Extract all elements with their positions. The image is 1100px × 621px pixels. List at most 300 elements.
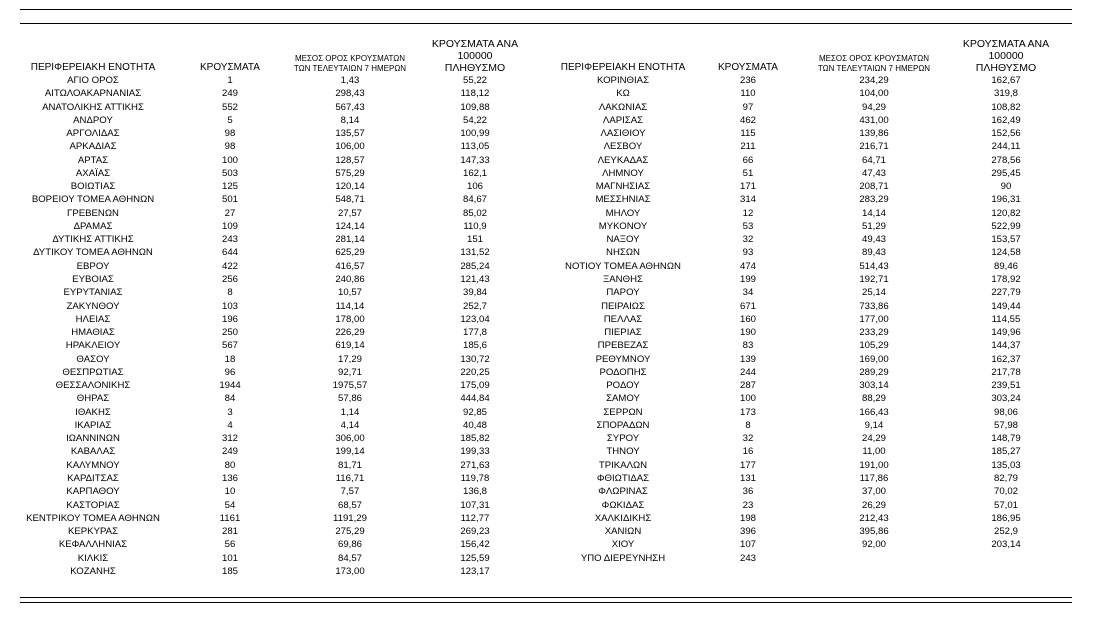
cell-cases: 462 — [739, 114, 756, 126]
cell-per100k: 92,85 — [462, 406, 487, 418]
cell-avg: 431,00 — [859, 114, 889, 126]
cell-avg: 283,29 — [859, 194, 889, 206]
cell-cases: 8 — [745, 419, 751, 431]
cell-per100k: 55,22 — [462, 75, 487, 86]
cell-avg: 68,57 — [337, 499, 362, 511]
cell-region: ΓΡΕΒΕΝΩΝ — [67, 207, 119, 219]
cell-region: ΞΑΝΘΗΣ — [603, 273, 643, 285]
cell-per100k: 82,79 — [993, 472, 1018, 484]
cell-avg: 57,86 — [337, 393, 362, 405]
cell-avg: 120,14 — [335, 181, 365, 193]
cell-cases: 98 — [224, 141, 236, 153]
cell-avg: 27,57 — [337, 207, 362, 219]
cell-region: ΛΕΥΚΑΔΑΣ — [597, 154, 649, 166]
cell-cases: 199 — [739, 273, 756, 285]
cell-region: ΘΕΣΠΡΩΤΙΑΣ — [62, 366, 124, 378]
cell-cases: 198 — [739, 512, 756, 524]
cell-per100k: 153,57 — [991, 234, 1021, 246]
header-avg-line2: ΤΩΝ ΤΕΛΕΥΤΑΙΩΝ 7 ΗΜΕΡΩΝ — [817, 64, 931, 73]
cell-region: ΜΥΚΟΝΟΥ — [598, 220, 648, 232]
cell-cases: 109 — [221, 220, 238, 232]
cell-cases: 136 — [221, 472, 238, 484]
cell-cases: 100 — [221, 154, 238, 166]
cell-avg: 24,29 — [861, 433, 886, 445]
header-per100k — [946, 38, 1066, 74]
cell-per100k: 100,99 — [460, 128, 490, 140]
cell-cases: 115 — [740, 128, 756, 140]
cell-per100k: 156,42 — [460, 539, 490, 551]
cell-cases: 27 — [224, 207, 236, 219]
cell-cases: 249 — [221, 88, 238, 100]
cell-per100k: 162,1 — [462, 167, 487, 179]
cell-region: ΚΟΡΙΝΘΙΑΣ — [596, 75, 650, 86]
cell-avg: 92,00 — [861, 539, 886, 551]
cell-cases: 644 — [221, 247, 238, 259]
cell-cases: 249 — [221, 446, 238, 458]
cell-cases: 501 — [221, 194, 238, 206]
cell-region: ΖΑΚΥΝΘΟΥ — [66, 300, 120, 312]
cell-region: ΑΡΤΑΣ — [77, 154, 109, 166]
cell-avg: 1,14 — [340, 406, 360, 418]
cell-cases: 23 — [742, 499, 754, 511]
cell-avg: 178,00 — [335, 313, 365, 325]
cell-region: ΣΥΡΟΥ — [606, 433, 640, 445]
cell-per100k: 175,09 — [460, 380, 490, 392]
cell-avg: 7,57 — [340, 486, 360, 498]
header-avg-line1: ΜΕΣΟΣ ΟΡΟΣ ΚΡΟΥΣΜΑΤΩΝ — [818, 54, 930, 63]
cell-region: ΚΙΛΚΙΣ — [77, 552, 109, 564]
cell-region: ΠΡΕΒΕΖΑΣ — [597, 340, 649, 352]
cell-cases: 107 — [739, 539, 756, 551]
cell-cases: 51 — [742, 167, 754, 179]
cell-avg: 11,00 — [862, 446, 886, 458]
cell-avg: 575,29 — [335, 167, 365, 179]
cell-per100k: 40,48 — [462, 419, 487, 431]
cell-region: ΚΑΡΔΙΤΣΑΣ — [67, 472, 119, 484]
cell-per100k: 522,99 — [991, 220, 1021, 232]
cell-avg: 26,29 — [861, 499, 886, 511]
cell-region: ΛΕΣΒΟΥ — [603, 141, 643, 153]
cell-region: ΕΥΒΟΙΑΣ — [72, 273, 114, 285]
cell-region: ΧΙΟΥ — [611, 539, 635, 551]
cell-region: ΑΝΑΤΟΛΙΚΗΣ ΑΤΤΙΚΗΣ — [42, 101, 144, 113]
cell-per100k: 121,43 — [460, 273, 490, 285]
cell-cases: 53 — [742, 220, 754, 232]
cell-per100k: 135,03 — [991, 459, 1021, 471]
cell-avg: 416,57 — [335, 260, 365, 272]
cell-region: ΚΑΣΤΟΡΙΑΣ — [66, 499, 120, 511]
cell-avg: 619,14 — [335, 340, 365, 352]
cell-per100k: 319,8 — [993, 88, 1018, 100]
header-avg — [290, 54, 410, 74]
cell-per100k: 144,37 — [991, 340, 1021, 352]
cell-avg: 84,57 — [337, 552, 362, 564]
cell-avg: 128,57 — [335, 154, 365, 166]
cell-region: ΑΓΙΟ ΟΡΟΣ — [67, 75, 119, 86]
cell-per100k: 130,72 — [460, 353, 490, 365]
cell-region: ΝΑΞΟΥ — [606, 234, 640, 246]
cell-per100k: 107,31 — [460, 499, 490, 511]
cell-region: ΕΥΡΥΤΑΝΙΑΣ — [63, 287, 123, 299]
cell-cases: 190 — [739, 327, 756, 339]
cell-cases: 1161 — [219, 512, 241, 524]
cell-region: ΜΗΛΟΥ — [605, 207, 641, 219]
cell-region: ΥΠΟ ΔΙΕΡΕΥΝΗΣΗ — [580, 552, 666, 564]
cell-region: ΚΑΒΑΛΑΣ — [70, 446, 116, 458]
cell-per100k: 57,01 — [993, 499, 1018, 511]
cell-cases: 110 — [740, 88, 756, 100]
cell-region: ΠΑΡΟΥ — [606, 287, 640, 299]
cell-avg: 240,86 — [335, 273, 365, 285]
cell-per100k: 148,79 — [991, 433, 1021, 445]
cell-per100k: 120,82 — [991, 207, 1021, 219]
cell-cases: 552 — [221, 101, 238, 113]
cell-region: ΚΕΦΑΛΛΗΝΙΑΣ — [58, 539, 128, 551]
cell-avg: 567,43 — [335, 101, 365, 113]
cell-avg: 1975,57 — [332, 380, 368, 392]
cell-per100k: 303,24 — [991, 393, 1021, 405]
cell-region: ΧΑΝΙΩΝ — [604, 526, 642, 538]
cell-avg: 135,57 — [335, 128, 365, 140]
cell-cases: 236 — [739, 75, 756, 86]
cell-per100k: 106 — [466, 181, 483, 193]
cell-region: ΚΟΖΑΝΗΣ — [70, 565, 116, 577]
cell-region: ΛΑΚΩΝΙΑΣ — [598, 101, 648, 113]
cell-avg: 69,86 — [337, 539, 362, 551]
cell-cases: 281 — [221, 526, 238, 538]
header-avg — [810, 54, 938, 74]
cell-per100k: 252,7 — [462, 300, 487, 312]
cell-cases: 1 — [227, 75, 233, 86]
cell-per100k: 112,77 — [460, 512, 490, 524]
cell-avg: 234,29 — [859, 75, 889, 86]
cell-per100k: 178,92 — [991, 273, 1021, 285]
cell-avg: 104,00 — [859, 88, 889, 100]
cell-per100k: 227,79 — [991, 287, 1021, 299]
cell-per100k: 196,31 — [991, 194, 1021, 206]
cell-cases: 177 — [739, 459, 756, 471]
cell-per100k: 269,23 — [460, 526, 490, 538]
cell-avg: 14,14 — [861, 207, 886, 219]
cell-avg: 116,71 — [335, 472, 365, 484]
cell-per100k: 199,33 — [460, 446, 490, 458]
cell-region: ΜΕΣΣΗΝΙΑΣ — [595, 194, 651, 206]
cell-region: ΠΕΛΛΑΣ — [603, 313, 643, 325]
cell-region: ΣΠΟΡΑΔΩΝ — [596, 419, 650, 431]
cell-region: ΒΟΙΩΤΙΑΣ — [70, 181, 116, 193]
cell-avg: 25,14 — [861, 287, 886, 299]
cell-cases: 287 — [739, 380, 756, 392]
cell-cases: 185 — [221, 565, 238, 577]
cell-avg: 117,86 — [859, 472, 889, 484]
cell-avg: 124,14 — [335, 220, 365, 232]
cell-per100k: 285,24 — [460, 260, 490, 272]
cell-cases: 8 — [227, 287, 233, 299]
cell-avg: 88,29 — [861, 393, 886, 405]
cell-per100k: 109,88 — [460, 101, 490, 113]
cell-avg: 17,29 — [337, 353, 362, 365]
cell-region: ΚΕΡΚΥΡΑΣ — [67, 526, 118, 538]
cell-per100k: 149,96 — [991, 327, 1021, 339]
cell-avg: 625,29 — [335, 247, 365, 259]
cell-region: ΛΑΡΙΣΑΣ — [602, 114, 644, 126]
cell-per100k: 136,8 — [462, 486, 487, 498]
cell-per100k: 131,52 — [460, 247, 490, 259]
cell-per100k: 177,8 — [462, 327, 487, 339]
cell-avg: 514,43 — [859, 260, 889, 272]
cell-avg: 173,00 — [335, 565, 365, 577]
cell-cases: 84 — [224, 393, 236, 405]
cell-cases: 12 — [742, 207, 754, 219]
cell-avg: 298,43 — [335, 88, 365, 100]
cell-region: ΤΡΙΚΑΛΩΝ — [598, 459, 648, 471]
cell-cases: 80 — [224, 459, 236, 471]
cell-per100k: 203,14 — [991, 539, 1021, 551]
cell-region: ΘΑΣΟΥ — [76, 353, 110, 365]
cell-cases: 66 — [742, 154, 754, 166]
cell-per100k: 98,06 — [993, 406, 1018, 418]
cell-avg: 303,14 — [859, 380, 889, 392]
cell-cases: 34 — [742, 287, 754, 299]
cell-region: ΗΛΕΙΑΣ — [75, 313, 111, 325]
cell-avg: 1,43 — [340, 75, 360, 86]
cell-avg: 49,43 — [861, 234, 886, 246]
cell-cases: 56 — [224, 539, 236, 551]
cell-cases: 83 — [742, 340, 754, 352]
cell-region: ΑΡΚΑΔΙΑΣ — [69, 141, 117, 153]
cell-per100k: 271,63 — [460, 459, 490, 471]
cell-cases: 396 — [739, 526, 756, 538]
cell-cases: 211 — [740, 141, 756, 153]
cell-region: ΡΟΔΟΠΗΣ — [599, 366, 647, 378]
cell-cases: 16 — [742, 446, 754, 458]
cell-region: ΦΩΚΙΔΑΣ — [601, 499, 645, 511]
cell-per100k: 185,27 — [991, 446, 1021, 458]
cell-region: ΗΜΑΘΙΑΣ — [71, 327, 115, 339]
cell-cases: 54 — [224, 499, 236, 511]
cell-avg: 281,14 — [335, 234, 365, 246]
cell-per100k: 89,46 — [993, 260, 1018, 272]
header-per100k-line1: ΚΡΟΥΣΜΑΤΑ ΑΝΑ 100000 — [962, 38, 1050, 62]
cell-avg: 199,14 — [335, 446, 365, 458]
cell-cases: 5 — [227, 114, 233, 126]
cell-region: ΙΚΑΡΙΑΣ — [74, 419, 112, 431]
cell-per100k: 162,37 — [991, 353, 1021, 365]
cell-cases: 3 — [227, 406, 233, 418]
cell-per100k: 108,82 — [991, 101, 1021, 113]
header-per100k — [420, 38, 530, 74]
header-per100k-line2: ΠΛΗΘΥΣΜΟ — [444, 62, 506, 74]
cell-avg: 94,29 — [861, 101, 886, 113]
cell-cases: 171 — [739, 181, 756, 193]
cell-cases: 32 — [742, 433, 754, 445]
cell-avg: 1191,29 — [333, 512, 367, 524]
cell-avg: 105,29 — [859, 340, 889, 352]
cell-region: ΙΩΑΝΝΙΝΩΝ — [66, 433, 120, 445]
cell-region: ΘΗΡΑΣ — [76, 393, 110, 405]
bottom-rule-second — [20, 602, 1072, 603]
cell-avg: 4,14 — [340, 419, 360, 431]
cell-cases: 36 — [742, 486, 754, 498]
cell-avg: 9,14 — [864, 419, 884, 431]
cell-region: ΑΧΑΪΑΣ — [75, 167, 111, 179]
cell-cases: 173 — [739, 406, 756, 418]
cell-region: ΡΕΘΥΜΝΟΥ — [595, 353, 651, 365]
cell-per100k: 162,67 — [991, 75, 1021, 86]
header-region: ΠΕΡΙΦΕΡΕΙΑΚΗ ΕΝΟΤΗΤΑ — [30, 62, 156, 73]
cell-avg: 169,00 — [859, 353, 889, 365]
cell-per100k: 113,05 — [460, 141, 490, 153]
cell-per100k: 90 — [1000, 181, 1012, 193]
header-region: ΠΕΡΙΦΕΡΕΙΑΚΗ ΕΝΟΤΗΤΑ — [560, 62, 686, 73]
cell-per100k: 152,56 — [991, 128, 1021, 140]
cell-per100k: 84,67 — [462, 194, 487, 206]
cell-per100k: 119,78 — [460, 472, 490, 484]
cell-region: ΑΙΤΩΛΟΑΚΑΡΝΑΝΙΑΣ — [44, 88, 142, 100]
cell-region: ΛΑΣΙΘΙΟΥ — [600, 128, 646, 140]
cell-cases: 93 — [742, 247, 754, 259]
cell-region: ΡΟΔΟΥ — [606, 380, 640, 392]
cell-cases: 1944 — [219, 380, 241, 392]
top-rule — [20, 9, 1072, 10]
cell-avg: 8,14 — [340, 114, 360, 126]
cell-per100k: 186,95 — [991, 512, 1021, 524]
cell-cases: 474 — [739, 260, 756, 272]
cell-avg: 177,00 — [859, 313, 889, 325]
cell-region: ΦΛΩΡΙΝΑΣ — [598, 486, 648, 498]
cell-region: ΣΕΡΡΩΝ — [603, 406, 643, 418]
cell-avg: 208,71 — [859, 181, 889, 193]
cell-avg: 733,86 — [859, 300, 889, 312]
header-cases: ΚΡΟΥΣΜΑΤΑ — [718, 62, 778, 73]
cell-cases: 4 — [227, 419, 233, 431]
header-avg-line2: ΤΩΝ ΤΕΛΕΥΤΑΙΩΝ 7 ΗΜΕΡΩΝ — [293, 64, 407, 73]
cell-region: ΕΒΡΟΥ — [76, 260, 110, 272]
cell-cases: 32 — [742, 234, 754, 246]
cell-cases: 160 — [739, 313, 756, 325]
cell-per100k: 151 — [466, 234, 483, 246]
header-per100k-line1: ΚΡΟΥΣΜΑΤΑ ΑΝΑ 100000 — [431, 38, 519, 62]
top-rule-second — [20, 23, 1072, 24]
cell-avg: 89,43 — [861, 247, 886, 259]
cell-avg: 10,57 — [337, 287, 362, 299]
cell-region: ΤΗΝΟΥ — [606, 446, 640, 458]
cell-avg: 226,29 — [335, 327, 365, 339]
cell-region: ΒΟΡΕΙΟΥ ΤΟΜΕΑ ΑΘΗΝΩΝ — [31, 194, 155, 206]
cell-per100k: 185,6 — [462, 340, 487, 352]
cell-avg: 81,71 — [337, 459, 362, 471]
cell-cases: 101 — [221, 552, 238, 564]
cell-avg: 139,86 — [859, 128, 889, 140]
cell-avg: 47,43 — [861, 167, 886, 179]
cell-cases: 314 — [739, 194, 756, 206]
cell-per100k: 295,45 — [991, 167, 1021, 179]
cell-cases: 97 — [742, 101, 754, 113]
cell-region: ΠΕΙΡΑΙΩΣ — [601, 300, 645, 312]
cell-per100k: 123,17 — [460, 565, 490, 577]
cell-avg: 106,00 — [335, 141, 365, 153]
cell-per100k: 39,84 — [462, 287, 487, 299]
cell-region: ΝΗΣΩΝ — [606, 247, 640, 259]
cell-cases: 250 — [221, 327, 238, 339]
cell-region: ΜΑΓΝΗΣΙΑΣ — [595, 181, 651, 193]
cell-avg: 191,00 — [859, 459, 889, 471]
cell-avg: 166,43 — [859, 406, 889, 418]
header-per100k-line2: ΠΛΗΘΥΣΜΟ — [975, 62, 1037, 74]
cell-avg: 212,43 — [859, 512, 889, 524]
cell-avg: 233,29 — [859, 327, 889, 339]
cell-per100k: 220,25 — [460, 366, 490, 378]
cell-per100k: 185,82 — [460, 433, 490, 445]
cell-per100k: 217,78 — [991, 366, 1021, 378]
cell-cases: 100 — [739, 393, 756, 405]
cell-region: ΘΕΣΣΑΛΟΝΙΚΗΣ — [55, 380, 131, 392]
cell-avg: 114,14 — [335, 300, 365, 312]
cell-per100k: 239,51 — [991, 380, 1021, 392]
cell-region: ΧΑΛΚΙΔΙΚΗΣ — [594, 512, 652, 524]
cell-per100k: 162,49 — [991, 114, 1021, 126]
cell-per100k: 278,56 — [991, 154, 1021, 166]
cell-avg: 216,71 — [859, 141, 889, 153]
cell-per100k: 70,02 — [993, 486, 1018, 498]
cell-avg: 548,71 — [335, 194, 365, 206]
cell-per100k: 123,04 — [460, 313, 490, 325]
bottom-rule — [20, 597, 1072, 598]
cell-avg: 92,71 — [337, 366, 362, 378]
cell-cases: 422 — [221, 260, 238, 272]
cell-avg: 395,86 — [859, 526, 889, 538]
header-avg-line1: ΜΕΣΟΣ ΟΡΟΣ ΚΡΟΥΣΜΑΤΩΝ — [294, 54, 406, 63]
cell-region: ΛΗΜΝΟΥ — [602, 167, 644, 179]
cell-per100k: 85,02 — [462, 207, 487, 219]
cell-per100k: 147,33 — [460, 154, 490, 166]
cell-per100k: 244,11 — [991, 141, 1021, 153]
cell-region: ΠΙΕΡΙΑΣ — [604, 327, 642, 339]
cell-cases: 256 — [221, 273, 238, 285]
cell-region: ΚΑΡΠΑΘΟΥ — [66, 486, 120, 498]
cell-avg: 306,00 — [335, 433, 365, 445]
cell-per100k: 57,98 — [993, 419, 1018, 431]
cell-avg: 51,29 — [861, 220, 886, 232]
cell-cases: 98 — [224, 128, 236, 140]
cell-per100k: 444,84 — [460, 393, 490, 405]
cell-avg: 192,71 — [859, 273, 889, 285]
cell-cases: 312 — [221, 433, 238, 445]
cell-cases: 18 — [224, 353, 236, 365]
cell-cases: 139 — [739, 353, 756, 365]
cell-per100k: 118,12 — [460, 88, 490, 100]
cell-per100k: 149,44 — [991, 300, 1021, 312]
cell-region: ΗΡΑΚΛΕΙΟΥ — [65, 340, 121, 352]
cell-region: ΚΕΝΤΡΙΚΟΥ ΤΟΜΕΑ ΑΘΗΝΩΝ — [26, 512, 160, 524]
cell-per100k: 110,9 — [463, 220, 487, 232]
cell-per100k: 252,9 — [993, 526, 1018, 538]
cell-region: ΚΑΛΥΜΝΟΥ — [66, 459, 120, 471]
cell-cases: 671 — [739, 300, 756, 312]
cell-cases: 103 — [221, 300, 238, 312]
cell-avg: 64,71 — [861, 154, 886, 166]
cell-cases: 243 — [221, 234, 238, 246]
cell-cases: 196 — [221, 313, 238, 325]
cell-per100k: 114,55 — [991, 313, 1021, 325]
cell-region: ΔΥΤΙΚΟΥ ΤΟΜΕΑ ΑΘΗΝΩΝ — [33, 247, 153, 259]
cell-region: ΔΥΤΙΚΗΣ ΑΤΤΙΚΗΣ — [52, 234, 134, 246]
cell-avg: 275,29 — [335, 526, 365, 538]
cell-region: ΚΩ — [616, 88, 630, 100]
cell-region: ΣΑΜΟΥ — [606, 393, 640, 405]
cell-region: ΙΘΑΚΗΣ — [75, 406, 111, 418]
cell-avg: 289,29 — [859, 366, 889, 378]
